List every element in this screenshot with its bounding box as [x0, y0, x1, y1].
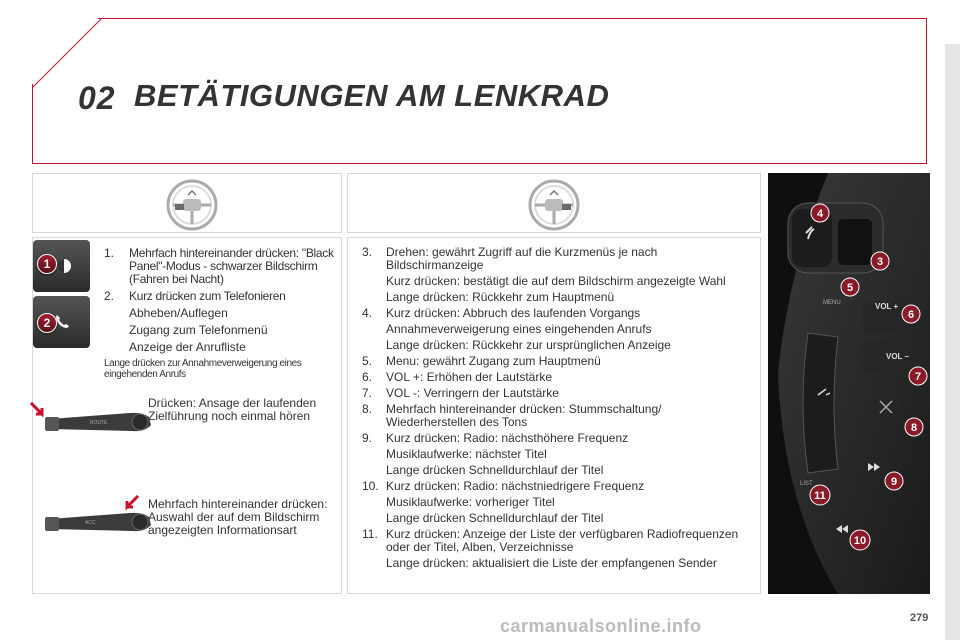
steering-wheel-left-icon [165, 178, 219, 232]
stalk-label: ACC [85, 520, 96, 526]
list-item-text: VOL +: Erhöhen der Lautstärke [386, 370, 552, 384]
red-pointer-arrow-icon [30, 402, 46, 418]
callout-5: 5 [846, 282, 854, 294]
right-instruction-list [362, 246, 752, 573]
callout-10: 10 [853, 535, 867, 547]
list-item-text: Menu: gewährt Zugang zum Hauptmenü [386, 354, 601, 368]
page-title: BETÄTIGUNGEN AM LENKRAD [134, 78, 610, 113]
list-label: LIST [800, 481, 813, 487]
stalk-label: ROUTE [90, 420, 108, 426]
vol-plus-label: VOL + [875, 302, 899, 311]
stalk-bottom-caption: Mehrfach hintereinander drücken: Auswahl der auf dem Bildschirm angezeigten Informationsart [148, 497, 328, 537]
stalk-top-caption: Drücken: Ansage der laufenden Zielführung noch einmal hören [148, 396, 317, 423]
list-item: 2. Kurz drücken zum Telefonieren [104, 289, 286, 303]
night-mode-button-tile [33, 240, 90, 292]
callout-7: 7 [914, 371, 922, 383]
sub-item: Kurz drücken: bestätigt die auf dem Bildschirm angezeigte Wahl [386, 274, 726, 288]
list-item-number: 4. [362, 306, 373, 320]
sub-item: Lange drücken Schnelldurchlauf der Titel [386, 511, 604, 525]
callout-3: 3 [876, 256, 884, 268]
list-item-number: 5. [362, 354, 373, 368]
list-item-text: Kurz drücken: Radio: nächsthöhere Frequenz [386, 431, 629, 445]
steering-wheel-right-icon [527, 178, 581, 232]
list-item-number: 10. [362, 479, 379, 493]
page-edge-strip [945, 44, 960, 640]
sub-item: Lange drücken: Rückkehr zur ursprünglichen Anzeige [386, 338, 671, 352]
list-item-text: Mehrfach hintereinander drücken: Stummschaltung/ Wiederherstellen des Tons [386, 402, 662, 429]
phone-button-tile [33, 296, 90, 348]
callout-9: 9 [890, 476, 898, 488]
menu-label: MENU [823, 300, 841, 306]
sub-item: Musiklaufwerke: vorheriger Titel [386, 495, 555, 509]
list-item [362, 403, 752, 429]
sub-item: Annahmeverweigerung eines eingehenden Anrufs [386, 322, 652, 336]
page-number: 279 [910, 612, 929, 624]
sub-item: Lange drücken: aktualisiert die Liste der empfangenen Sender [386, 556, 717, 570]
callout-11: 11 [814, 490, 826, 502]
callout-8: 8 [910, 422, 918, 434]
list-item-number: 11. [362, 527, 378, 541]
list-item-text: Kurz drücken: Anzeige der Liste der verfügbaren Radiofrequenzen oder der Titel, Alben, Verzeichnisse [386, 527, 739, 554]
list-note: Lange drücken zur Annahmeverweigerung eines eingehenden Anrufs [104, 358, 302, 380]
chapter-number: 02 [78, 80, 116, 116]
sub-item: Lange drücken Schnelldurchlauf der Titel [386, 463, 604, 477]
list-item-text: Kurz drücken: Abbruch des laufenden Vorgangs [386, 306, 641, 320]
callout-badge-1: 1 [37, 254, 57, 274]
sub-item: Zugang zum Telefonmenü [129, 323, 268, 337]
list-item: 1. Mehrfach hintereinander drücken: "Black Panel"-Modus - schwarzer Bildschirm (Fahren bei Nacht) [104, 246, 334, 286]
list-item-number: 6. [362, 370, 373, 384]
callout-6: 6 [907, 309, 915, 321]
wiper-stalk-image [45, 505, 155, 541]
vol-minus-label: VOL – [886, 352, 909, 361]
list-item-number: 7. [362, 386, 373, 400]
lighting-stalk-image [45, 405, 155, 441]
list-item [362, 528, 752, 554]
list-item-number: 9. [362, 431, 373, 445]
list-item-text: VOL -: Verringern der Lautstärke [386, 386, 559, 400]
left-instruction-list [104, 247, 334, 380]
sub-item: Anzeige der Anrufliste [129, 340, 246, 354]
steering-controls-photo [768, 173, 930, 594]
list-item [362, 371, 752, 384]
header-corner-line [32, 18, 127, 88]
list-item [362, 432, 752, 445]
sub-item: Musiklaufwerke: nächster Titel [386, 447, 547, 461]
list-item [362, 480, 752, 493]
list-item [362, 246, 752, 272]
list-item-number: 8. [362, 402, 373, 416]
list-item [362, 355, 752, 368]
list-item-text: Kurz drücken: Radio: nächstniedrigere Frequenz [386, 479, 645, 493]
callout-4: 4 [816, 208, 824, 220]
sub-item: Lange drücken: Rückkehr zum Hauptmenü [386, 290, 615, 304]
list-item [362, 387, 752, 400]
watermark: carmanualsonline.info [500, 616, 702, 636]
list-item-number: 3. [362, 245, 373, 259]
list-item-text: Drehen: gewährt Zugriff auf die Kurzmenüs je nach Bildschirmanzeige [386, 245, 658, 272]
list-item [362, 307, 752, 320]
sub-item: Abheben/Auflegen [129, 306, 228, 320]
callout-badge-2: 2 [37, 313, 57, 333]
